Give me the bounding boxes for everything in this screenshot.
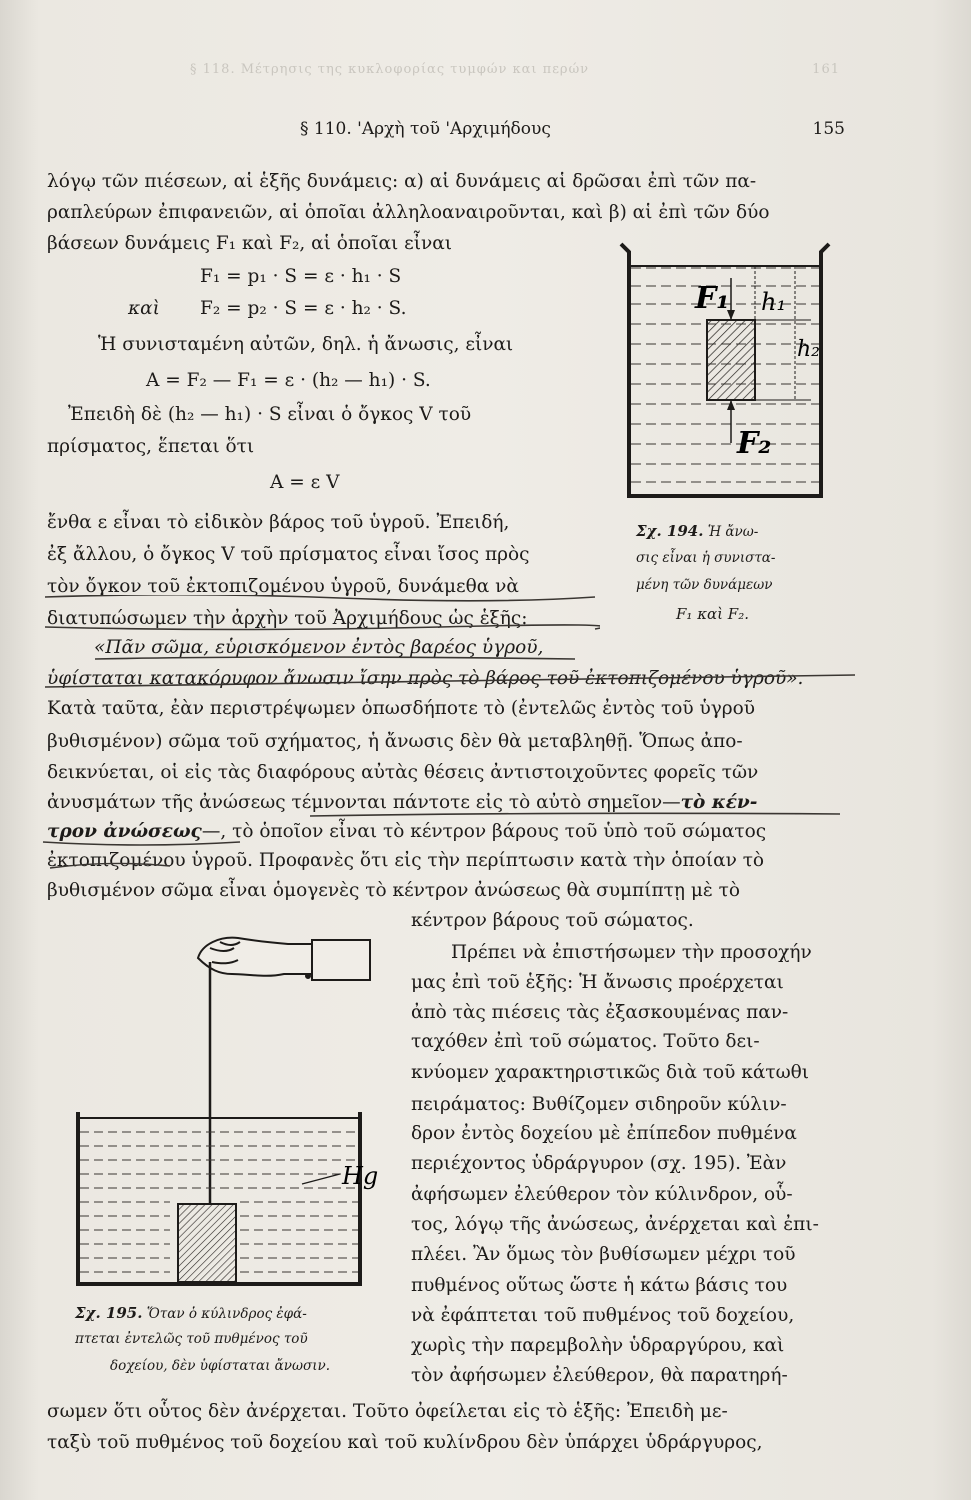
text-line: ἐκτοπιζομένου ὑγροῦ. Προφανὲς ὅτι εἰς τὴν περίπτωσιν κατὰ τὴν ὁποίαν τὸ bbox=[47, 850, 765, 871]
h2-label: h₂ bbox=[797, 337, 820, 362]
figure-194-caption-2: σις εἶναι ἡ συνιστα- bbox=[636, 550, 776, 566]
figure-195-caption-1 bbox=[75, 1304, 307, 1322]
text-line: ταξὺ τοῦ πυθμένος τοῦ δοχείου καὶ τοῦ κυλίνδρου δὲν ὑπάρχει ὑδράργυρος, bbox=[47, 1432, 763, 1453]
f2-label: F₂ bbox=[737, 426, 772, 461]
text-line: δρον ἐντὸς δοχείου μὲ ἐπίπεδον πυθμένα bbox=[411, 1123, 797, 1144]
text-line: τὸν ὄγκον τοῦ ἐκτοπιζομένου ὑγροῦ, δυνάμεθα νὰ bbox=[47, 576, 519, 597]
text-line: τὸν ἀφήσωμεν ἐλεύθερον, θὰ παρατηρή- bbox=[411, 1365, 788, 1386]
caption-text: Ὅταν ὁ κύλινδρος ἐφά- bbox=[146, 1306, 307, 1322]
text-line: νὰ ἐφάπτεται τοῦ πυθμένος τοῦ δοχείου, bbox=[411, 1305, 795, 1326]
text-line: Ἡ συνισταμένη αὐτῶν, δηλ. ἡ ἄνωσις, εἶναι bbox=[98, 334, 514, 355]
equation-f2: F₂ = p₂ · S = ε · h₂ · S. bbox=[200, 298, 407, 319]
bleed-through-header bbox=[190, 62, 840, 77]
text-line: βυθισμένον σῶμα εἶναι ὁμογενὲς τὸ κέντρον ἀνώσεως θὰ συμπίπτῃ μὲ τὸ bbox=[47, 880, 741, 901]
figure-194-caption-3: μένη τῶν δυνάμεων bbox=[636, 577, 773, 593]
text-line: πλέει. Ἂν ὅμως τὸν βυθίσωμεν μέχρι τοῦ bbox=[411, 1244, 796, 1265]
text-line: ραπλεύρων ἐπιφανειῶν, αἱ ὁποῖαι ἀλληλοαναιροῦνται, καὶ β) αἱ ἐπὶ τῶν δύο bbox=[47, 202, 770, 223]
text-line: βάσεων δυνάμεις F₁ καὶ F₂, αἱ ὁποῖαι εἶναι bbox=[47, 233, 452, 254]
equation-f1: F₁ = p₁ · S = ε · h₁ · S bbox=[200, 266, 402, 287]
iron-cylinder bbox=[178, 1204, 236, 1282]
figure-195-caption-2: πτεται ἐντελῶς τοῦ πυθμένος τοῦ bbox=[75, 1331, 308, 1347]
caption-number: Σχ. 195. bbox=[75, 1304, 143, 1322]
page-number: 155 bbox=[812, 119, 845, 139]
text-line: ἐξ ἄλλου, ὁ ὄγκος V τοῦ πρίσματος εἶναι ἴσος πρὸς bbox=[47, 544, 530, 565]
text-line: ἔνθα ε εἶναι τὸ εἰδικὸν βάρος τοῦ ὑγροῦ. Ἐπειδή, bbox=[47, 512, 510, 533]
figure-194-caption-1 bbox=[636, 522, 758, 540]
bleed-through-page: 161 bbox=[812, 62, 840, 77]
pencil-underline bbox=[40, 595, 600, 635]
equation-prefix: καὶ bbox=[128, 298, 160, 319]
section-title: § 110. 'Αρχὴ τοῦ 'Αρχιμήδους bbox=[300, 119, 551, 139]
text-line: Ἐπειδὴ δὲ (h₂ — h₁) · S εἶναι ὁ ὄγκος V τοῦ bbox=[68, 404, 472, 425]
pencil-underline bbox=[40, 812, 840, 872]
text-line: διατυπώσωμεν τὴν ἀρχὴν τοῦ Ἀρχιμήδους ὡς ἑξῆς: bbox=[47, 608, 528, 629]
principle-line-2: ὑφίσταται κατακόρυφον ἄνωσιν ἴσην πρὸς τὸ βάρος τοῦ ἐκτοπιζομένου ὑγροῦ». bbox=[47, 668, 804, 689]
figure-195-caption-3: δοχείου, δὲν ὑφίσταται ἄνωσιν. bbox=[110, 1358, 331, 1374]
figure-194-caption-4: F₁ καὶ F₂. bbox=[676, 605, 749, 623]
bold-term: τὸ κέν- bbox=[680, 792, 758, 813]
text-line: σωμεν ὅτι οὗτος δὲν ἀνέρχεται. Τοῦτο ὀφείλεται εἰς τὸ ἑξῆς: Ἐπειδὴ με- bbox=[47, 1401, 728, 1422]
text-line: χωρὶς τὴν παρεμβολὴν ὑδραργύρου, καὶ bbox=[411, 1335, 785, 1356]
text-line: πρίσματος, ἕπεται ὅτι bbox=[47, 436, 255, 457]
text-span: ἀνυσμάτων τῆς ἀνώσεως τέμνονται πάντοτε εἰς τὸ αὐτὸ σημεῖον— bbox=[47, 792, 681, 813]
pencil-underline bbox=[40, 655, 860, 695]
text-line: τος, λόγῳ τῆς ἀνώσεως, ἀνέρχεται καὶ ἐπι- bbox=[411, 1214, 819, 1235]
f1-label: F₁ bbox=[695, 281, 730, 316]
text-line: δεικνύεται, οἱ εἰς τὰς διαφόρους αὐτὰς θέσεις ἀντιστοιχοῦντες φορεῖς τῶν bbox=[47, 762, 759, 783]
text-line: Κατὰ ταῦτα, ἐὰν περιστρέψωμεν ὁπωσδήποτε τὸ (ἐντελῶς ἐντὸς τοῦ ὑγροῦ bbox=[47, 698, 756, 719]
text-line: περιέχοντος ὑδράργυρον (σχ. 195). Ἐὰν bbox=[411, 1153, 787, 1174]
text-line: κνύομεν χαρακτηριστικῶς διὰ τοῦ κάτωθι bbox=[411, 1062, 810, 1083]
text-line: βυθισμένον) σῶμα τοῦ σχήματος, ἡ ἄνωσις δὲν θὰ μεταβληθῇ. Ὅπως ἀπο- bbox=[47, 731, 743, 752]
text-line: πυθμένος οὕτως ὥστε ἡ κάτω βάσις του bbox=[411, 1275, 788, 1296]
submerged-prism bbox=[707, 320, 755, 400]
bold-term: τρον ἀνώσεως bbox=[47, 821, 202, 842]
hg-label: Hg bbox=[342, 1162, 379, 1190]
text-span: —, τὸ ὁποῖον εἶναι τὸ κέντρον βάρους τοῦ ὑπὸ τοῦ σώματος bbox=[201, 821, 767, 842]
figure-194 bbox=[615, 238, 835, 506]
text-line: λόγῳ τῶν πιέσεων, αἱ ἑξῆς δυνάμεις: α) αἱ δυνάμεις αἱ δρῶσαι ἐπὶ τῶν πα- bbox=[47, 171, 757, 192]
h1-label: h₁ bbox=[761, 288, 787, 316]
equation-a: A = F₂ — F₁ = ε · (h₂ — h₁) · S. bbox=[146, 370, 431, 391]
text-line: Πρέπει νὰ ἐπιστήσωμεν τὴν προσοχήν bbox=[451, 942, 812, 963]
text-line: ἀπὸ τὰς πιέσεις τὰς ἐξασκουμένας παν- bbox=[411, 1002, 789, 1023]
text-line: πειράματος: Βυθίζομεν σιδηροῦν κύλιν- bbox=[411, 1094, 787, 1115]
text-line: ταχόθεν ἐπὶ τοῦ σώματος. Τοῦτο δει- bbox=[411, 1031, 760, 1052]
text-line bbox=[47, 794, 757, 813]
hand-holding-rod bbox=[198, 938, 370, 980]
text-line: μας ἐπὶ τοῦ ἑξῆς: Ἡ ἄνωσις προέρχεται bbox=[411, 972, 784, 993]
text-line: κέντρον βάρους τοῦ σώματος. bbox=[411, 910, 694, 931]
caption-number: Σχ. 194. bbox=[636, 522, 704, 540]
equation-av: A = ε V bbox=[270, 472, 340, 493]
text-line: ἀφήσωμεν ἐλεύθερον τὸν κύλινδρον, οὗ- bbox=[411, 1184, 793, 1205]
caption-text: Ἡ ἄνω- bbox=[707, 524, 759, 540]
running-header bbox=[300, 119, 845, 139]
figure-195 bbox=[70, 922, 400, 1302]
principle-line-1: «Πᾶν σῶμα, εὑρισκόμενον ἐντὸς βαρέος ὑγροῦ, bbox=[94, 637, 544, 658]
bleed-through-title: § 118. Μέτρησις της κυκλοφορίας τυμφών και περών bbox=[190, 62, 590, 77]
